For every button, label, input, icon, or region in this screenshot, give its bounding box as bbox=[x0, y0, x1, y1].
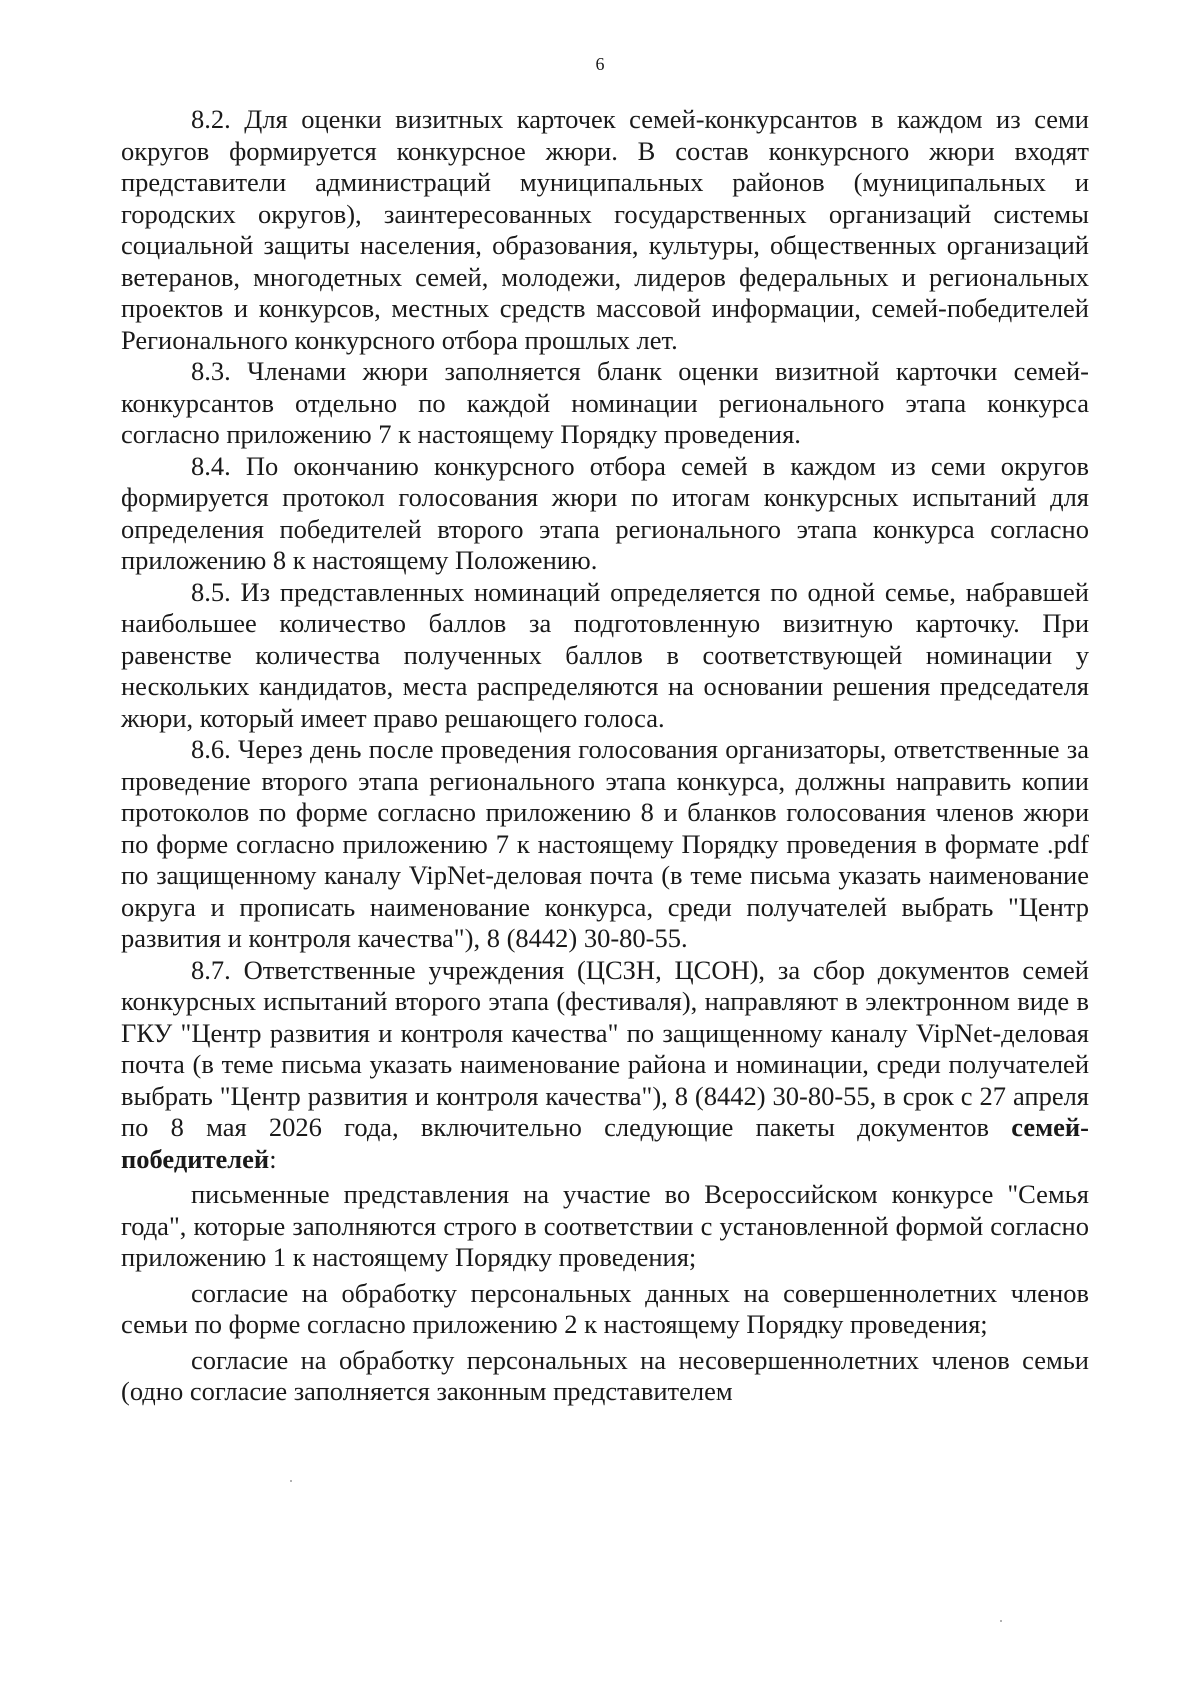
scan-artifact bbox=[1000, 1620, 1002, 1622]
paragraph-8-6: 8.6. Через день после проведения голосования организаторы, ответственные за проведение второго этапа регионального этапа конкурса, должны направить копии протоколов по форме согласно приложению 8 и бланков голосования членов жюри по форме согласно приложению 7 к настоящему Порядку проведения в формате .pdf по защищенному каналу VipNet-деловая почта (в теме письма указать наименование округа и прописать наименование конкурса, среди получателей выбрать "Центр развития и контроля качества"), 8 (8442) 30-80-55. bbox=[121, 734, 1089, 953]
paragraph-8-2: 8.2. Для оценки визитных карточек семей-конкурсантов в каждом из семи округов формируется конкурсное жюри. В состав конкурсного жюри входят представители администраций муниципальных районов (муниципальных и городских округов), заинтересованных государственных организаций системы социальной защиты населения, образования, культуры, общественных организаций ветеранов, многодетных семей, молодежи, лидеров федеральных и региональных проектов и конкурсов, местных средств массовой информации, семей-победителей Регионального конкурсного отбора прошлых лет. bbox=[121, 104, 1089, 355]
scan-artifact bbox=[290, 1480, 292, 1482]
paragraph-8-4: 8.4. По окончанию конкурсного отбора семей в каждом из семи округов формируется протокол голосования жюри по итогам конкурсных испытаний для определения победителей второго этапа регионального этапа конкурса согласно приложению 8 к настоящему Положению. bbox=[121, 450, 1089, 575]
paragraph-8-7-emphasis: семей-победителей bbox=[121, 1112, 1089, 1174]
paragraph-8-7-colon: : bbox=[269, 1143, 277, 1174]
page-number: 6 bbox=[595, 54, 605, 74]
list-item-submission-letters: письменные представления на участие во Всероссийском конкурсе "Семья года", которые заполняются строго в соответствии с установленной формой согласно приложению 1 к настоящему Порядку проведения; bbox=[121, 1179, 1089, 1272]
document-body bbox=[121, 104, 1089, 1408]
paragraph-8-5: 8.5. Из представленных номинаций определяется по одной семье, набравшей наибольшее количество баллов за подготовленную визитную карточку. При равенстве количества полученных баллов в соответствующей номинации у нескольких кандидатов, места распределяются на основании решения председателя жюри, который имеет право решающего голоса. bbox=[121, 576, 1089, 733]
list-item-minor-consent: согласие на обработку персональных на несовершеннолетних членов семьи (одно согласие заполняется законным представителем bbox=[121, 1344, 1089, 1406]
paragraph-8-7-text: 8.7. Ответственные учреждения (ЦСЗН, ЦСОН), за сбор документов семей конкурсных испытаний второго этапа (фестиваля), направляют в электронном виде в ГКУ "Центр развития и контроля качества" по защищенному каналу VipNet-деловая почта (в теме письма указать наименование района и номинации, среди получателей выбрать "Центр развития и контроля качества"), 8 (8442) 30-80-55, в срок с 27 апреля по 8 мая 2026 года, включительно следующие пакеты документов bbox=[121, 954, 1089, 1142]
paragraph-8-7 bbox=[121, 955, 1089, 1176]
paragraph-8-3: 8.3. Членами жюри заполняется бланк оценки визитной карточки семей-конкурсантов отдельно по каждой номинации регионального этапа конкурса согласно приложению 7 к настоящему Порядку проведения. bbox=[121, 356, 1089, 449]
list-item-adult-consent: согласие на обработку персональных данных на совершеннолетних членов семьи по форме согласно приложению 2 к настоящему Порядку проведения; bbox=[121, 1277, 1089, 1339]
